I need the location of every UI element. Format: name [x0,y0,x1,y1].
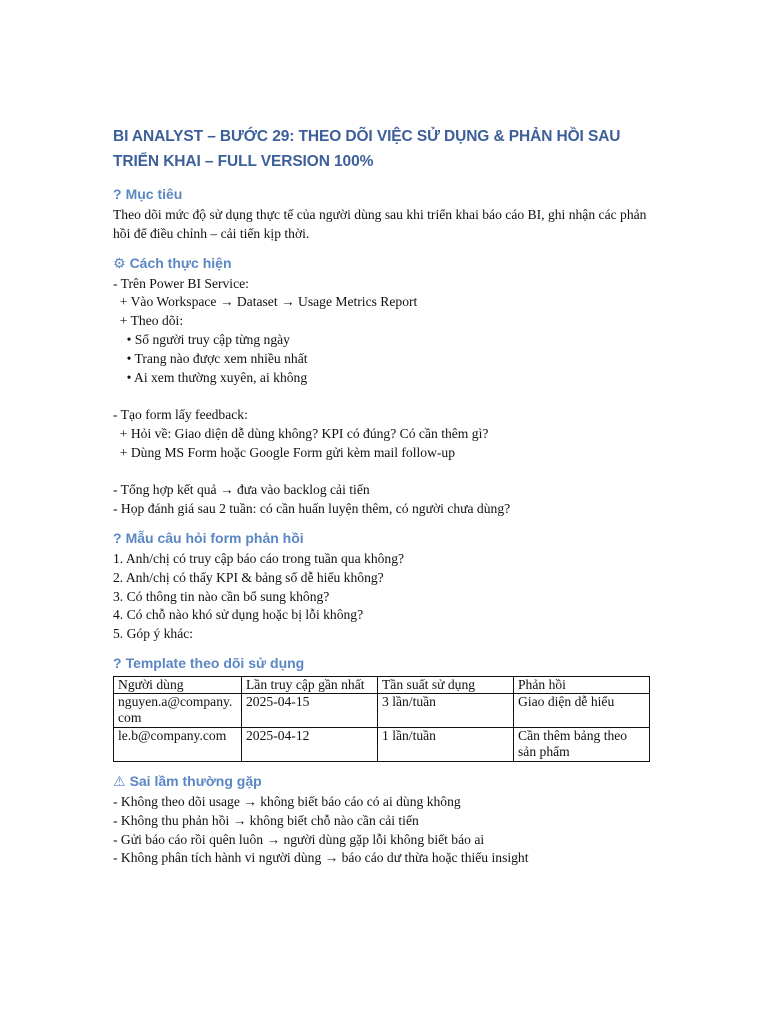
mistake-list [113,793,658,868]
form-question: 5. Góp ý khác: [113,626,194,642]
gear-icon: ⚙ [113,254,126,271]
method-line: + Hỏi về: Giao diện dễ dùng không? KPI có đúng? Có cần thêm gì? [113,425,489,441]
section-heading-goal-text: Mục tiêu [125,186,183,202]
table-row [114,727,650,761]
table-cell: 3 lần/tuần [378,693,514,727]
section-template [113,653,658,762]
table-cell: Cần thêm bảng theo sản phẩm [514,727,650,761]
section-heading-mistakes [113,771,658,791]
method-lines [113,275,658,519]
section-heading-form [113,528,658,548]
form-question: 3. Có thông tin nào cần bổ sung không? [113,588,330,604]
method-line: - Tổng hợp kết quả → đưa vào backlog cải tiến [113,482,370,498]
column-header: Lần truy cập gần nhất [242,676,378,693]
column-header: Tần suất sử dụng [378,676,514,693]
mistake-item: - Không thu phản hồi → không biết chỗ nào cần cải tiến [113,812,419,828]
table-cell: 1 lần/tuần [378,727,514,761]
method-line: + Dùng MS Form hoặc Google Form gửi kèm mail follow-up [113,444,456,460]
mistake-item: - Gửi báo cáo rồi quên luôn → người dùng gặp lỗi không biết báo ai [113,831,485,847]
section-heading-goal [113,184,658,204]
table-row [114,693,650,727]
section-mistakes [113,771,658,868]
section-heading-form-text: Mẫu câu hỏi form phản hồi [125,529,304,546]
method-line: • Số người truy cập từng ngày [113,331,290,347]
method-line: - Họp đánh giá sau 2 tuần: có cần huấn luyện thêm, có người chưa dùng? [113,501,511,517]
section-form [113,528,658,644]
form-question: 2. Anh/chị có thấy KPI & bảng số dễ hiểu không? [113,569,384,585]
method-line: - Trên Power BI Service: [113,275,249,291]
usage-template-table [113,676,650,762]
table-cell: le.b@company.com [114,727,242,761]
table-cell: 2025-04-12 [242,727,378,761]
method-line: + Theo dõi: [113,313,184,329]
section-heading-method-text: Cách thực hiện [129,254,232,271]
section-heading-method [113,253,658,273]
table-cell: Giao diện dễ hiểu [514,693,650,727]
method-line: • Ai xem thường xuyên, ai không [113,369,308,385]
document-page [113,124,658,868]
target-icon: ? [113,186,122,202]
method-line-blank [113,463,658,482]
form-icon: ? [113,529,122,546]
mistake-item: - Không theo dõi usage → không biết báo cáo có ai dùng không [113,793,461,809]
table-cell: 2025-04-15 [242,693,378,727]
table-header-row [114,676,650,693]
table-icon: ? [113,654,122,671]
mistake-item: - Không phân tích hành vi người dùng → báo cáo dư thừa hoặc thiếu insight [113,850,529,866]
method-line: - Tạo form lấy feedback: [113,407,248,423]
section-heading-template-text: Template theo dõi sử dụng [125,654,305,671]
warning-icon: ⚠ [113,772,126,789]
method-line: • Trang nào được xem nhiều nhất [113,350,308,366]
column-header: Phản hồi [514,676,650,693]
section-method [113,253,658,519]
section-goal [113,184,658,244]
table-cell: nguyen.a@company.com [114,693,242,727]
form-question: 4. Có chỗ nào khó sử dụng hoặc bị lỗi không? [113,607,364,623]
method-line: + Vào Workspace → Dataset → Usage Metrics Report [113,294,418,310]
form-question-list [113,550,658,644]
section-heading-mistakes-text: Sai lầm thường gặp [129,772,262,789]
section-heading-template [113,653,658,673]
method-line-blank [113,387,658,406]
form-question: 1. Anh/chị có truy cập báo cáo trong tuần qua không? [113,550,405,566]
column-header: Người dùng [114,676,242,693]
document-title: BI ANALYST – BƯỚC 29: THEO DÕI VIỆC SỬ DỤNG & PHẢN HỒI SAU TRIỂN KHAI – FULL VERSION 100% [113,128,621,170]
goal-text: Theo dõi mức độ sử dụng thực tế của người dùng sau khi triển khai báo cáo BI, ghi nhận các phản hồi để điều chỉnh – cải tiến kịp thời. [113,207,647,241]
